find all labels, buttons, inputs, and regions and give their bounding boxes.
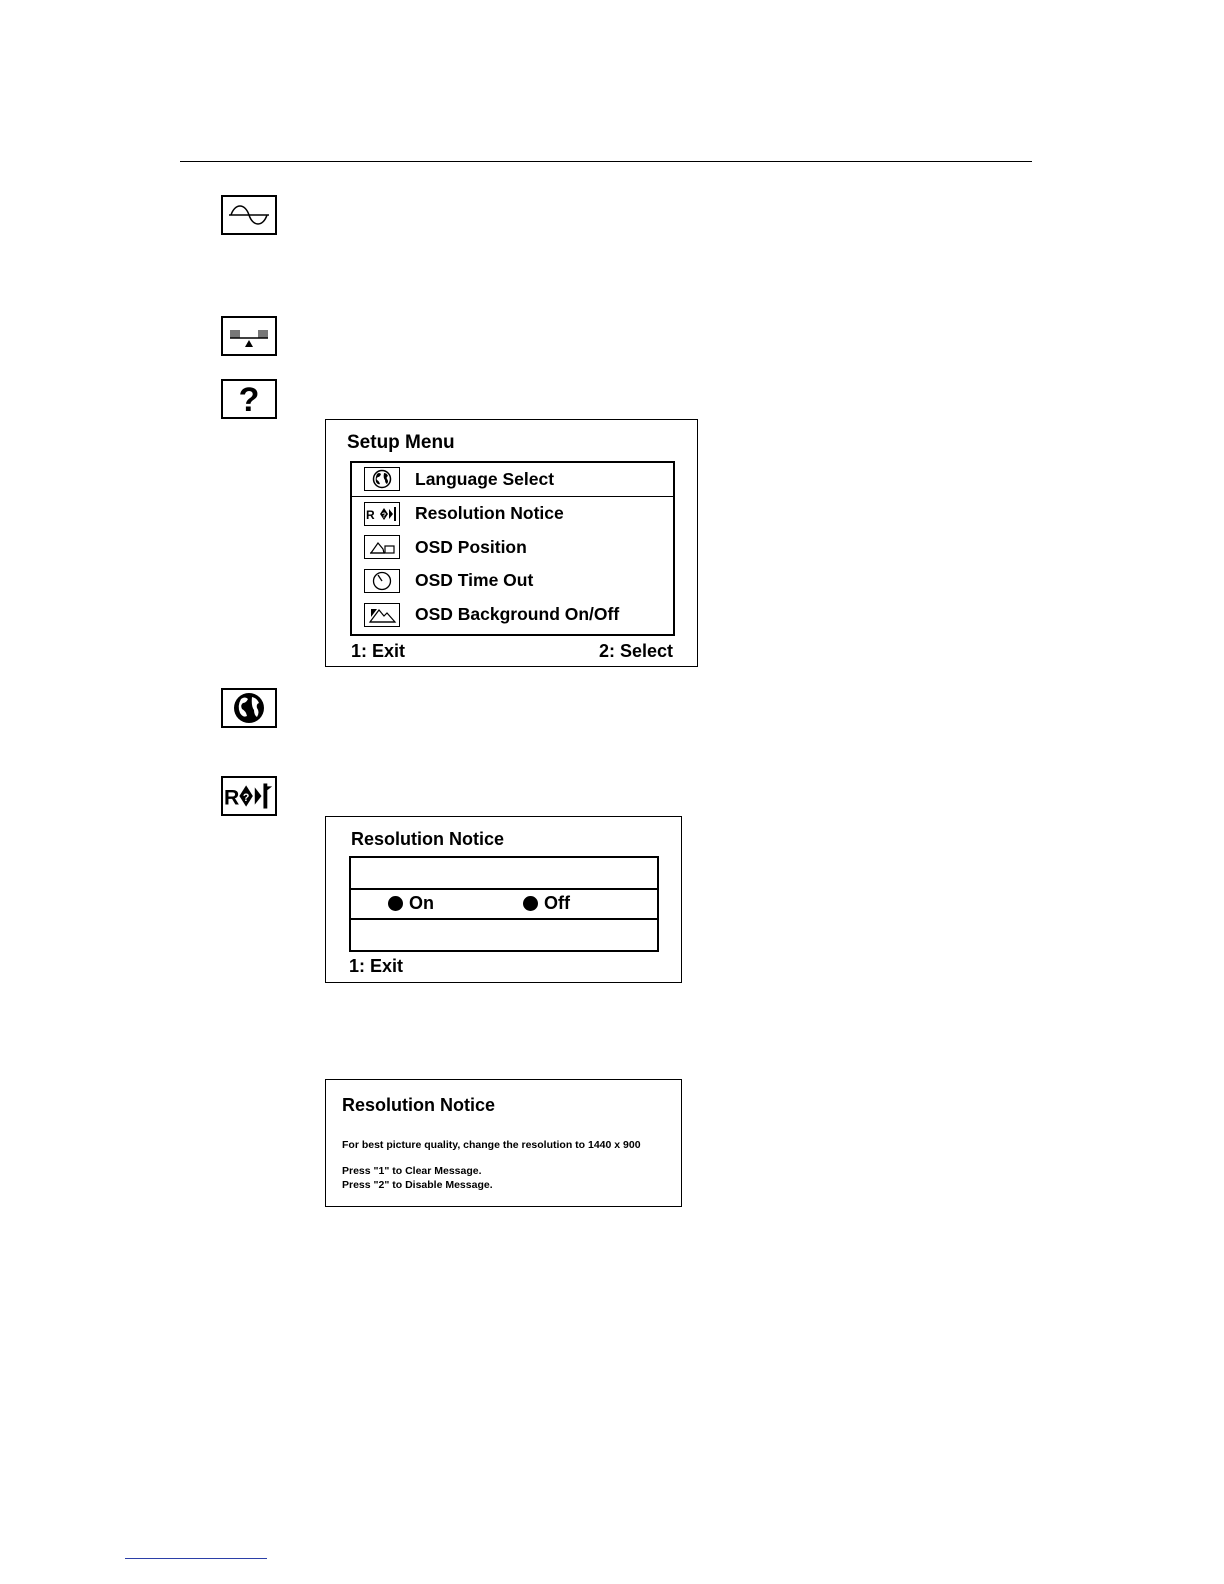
radio-bullet-icon bbox=[388, 896, 403, 911]
globe-icon bbox=[221, 688, 277, 728]
press-2-instruction: Press "2" to Disable Message. bbox=[342, 1179, 493, 1191]
menu-item-label: OSD Time Out bbox=[415, 570, 534, 591]
exit-hint: 1: Exit bbox=[351, 641, 406, 661]
osd-position-icon bbox=[364, 535, 400, 559]
svg-text:?: ? bbox=[242, 791, 250, 804]
svg-text:R: R bbox=[366, 507, 375, 522]
setup-menu-title: Setup Menu bbox=[347, 432, 455, 453]
sine-wave-icon bbox=[221, 195, 277, 235]
menu-item-label: Resolution Notice bbox=[415, 503, 564, 524]
svg-text:R: R bbox=[223, 786, 240, 810]
globe-icon bbox=[364, 467, 400, 491]
menu-item-label: OSD Position bbox=[415, 536, 527, 557]
resolution-notice-message-panel bbox=[325, 1079, 682, 1207]
osd-background-icon bbox=[364, 603, 400, 627]
menu-item-osd-time-out[interactable] bbox=[352, 564, 673, 598]
svg-text:?: ? bbox=[238, 382, 260, 416]
setup-menu-panel bbox=[325, 419, 698, 667]
option-off[interactable] bbox=[523, 893, 570, 914]
menu-item-language-select[interactable] bbox=[352, 463, 673, 497]
menu-item-resolution-notice[interactable] bbox=[352, 497, 673, 531]
resolution-notice-title: Resolution Notice bbox=[351, 829, 505, 849]
radio-bullet-icon bbox=[523, 896, 538, 911]
resolution-notice-message-title: Resolution Notice bbox=[342, 1095, 496, 1115]
press-1-instruction: Press "1" to Clear Message. bbox=[342, 1165, 482, 1177]
option-on-label: On bbox=[409, 893, 434, 913]
footer-rule bbox=[125, 1558, 267, 1559]
resolution-notice-icon bbox=[364, 502, 400, 526]
help-question-icon bbox=[221, 379, 277, 419]
resolution-notice-icon bbox=[221, 776, 277, 816]
resolution-notice-settings-panel bbox=[325, 816, 682, 983]
option-on[interactable] bbox=[388, 893, 434, 914]
select-hint: 2: Select bbox=[598, 641, 673, 661]
svg-text:?: ? bbox=[381, 512, 387, 520]
header-rule bbox=[180, 161, 1032, 162]
resolution-notice-options-row bbox=[351, 888, 657, 920]
option-off-label: Off bbox=[544, 893, 570, 913]
resolution-notice-message-text: For best picture quality, change the resolution to 1440 x 900 bbox=[342, 1139, 641, 1151]
setup-menu-list bbox=[350, 461, 675, 636]
exit-hint: 1: Exit bbox=[349, 956, 404, 976]
clock-icon bbox=[364, 569, 400, 593]
menu-item-label: OSD Background On/Off bbox=[415, 604, 620, 625]
menu-item-osd-position[interactable] bbox=[352, 531, 673, 565]
resolution-notice-options-box bbox=[349, 856, 659, 952]
position-indicator-icon bbox=[221, 316, 277, 356]
menu-item-label: Language Select bbox=[415, 468, 555, 489]
menu-item-osd-background[interactable] bbox=[352, 598, 673, 632]
